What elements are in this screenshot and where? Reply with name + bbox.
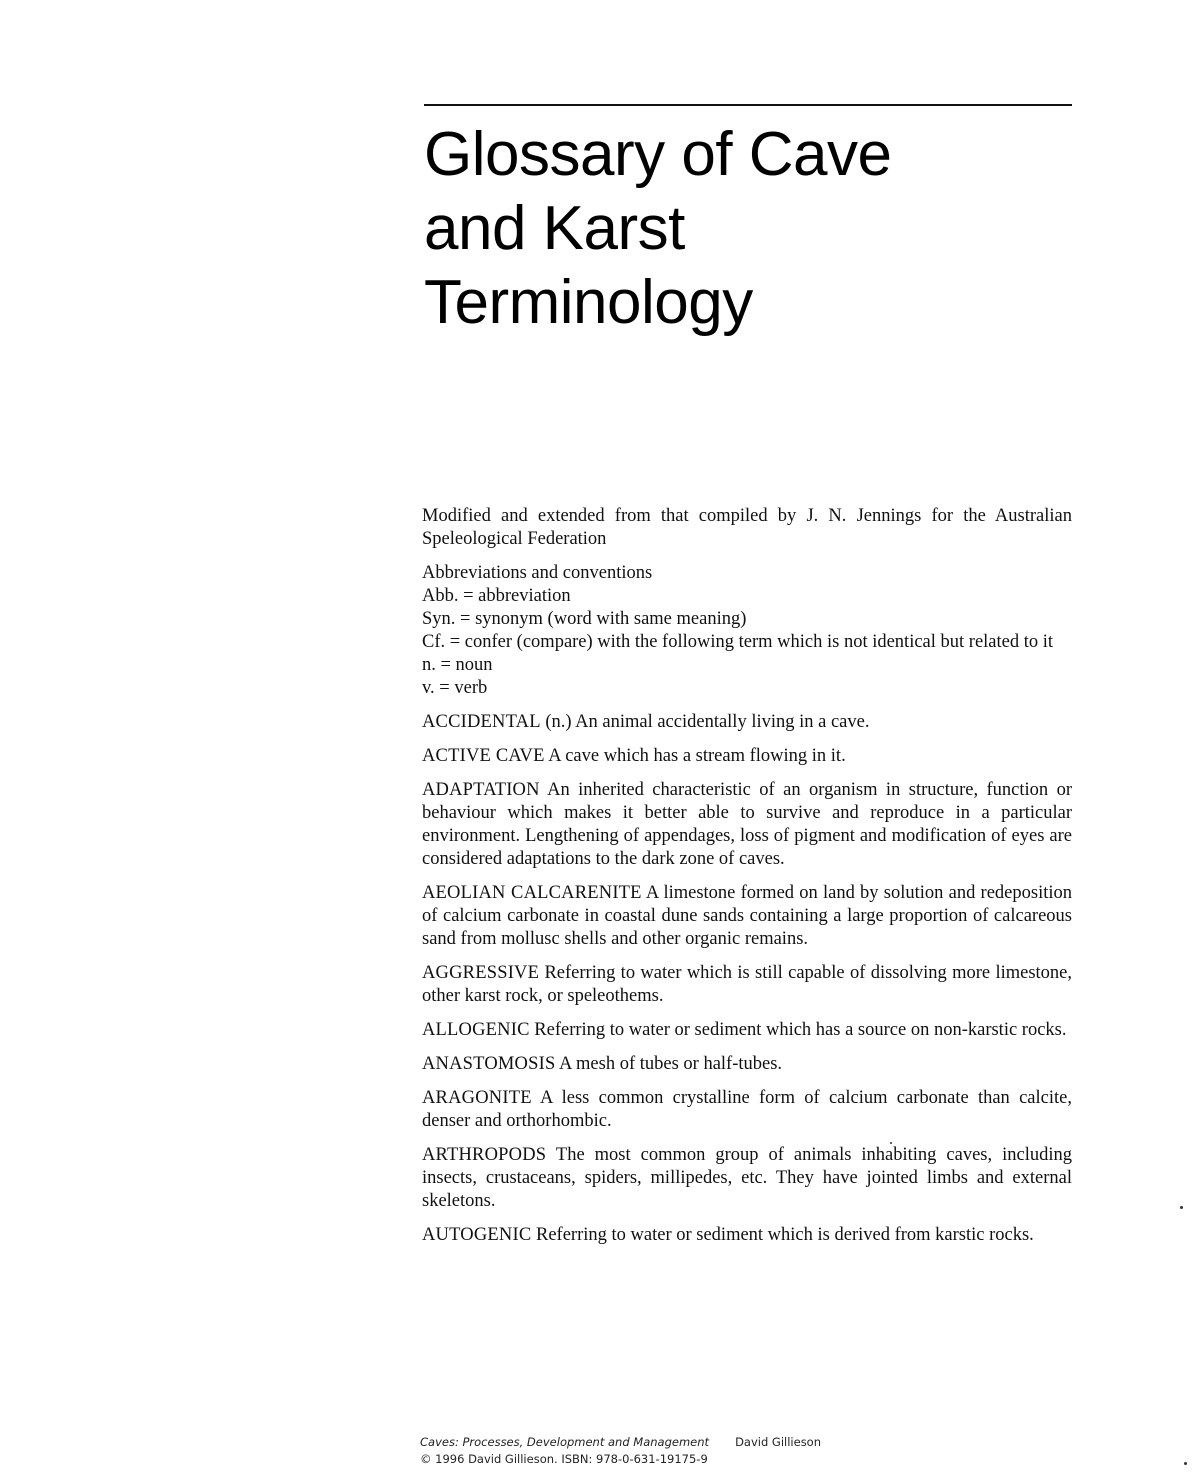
abbreviation-item: Abb. = abbreviation xyxy=(422,586,571,606)
page-title-line-2: and Karst xyxy=(424,194,685,263)
glossary-entry xyxy=(422,779,1072,871)
footer-author: David Gillieson xyxy=(735,1435,822,1449)
abbreviation-item: n. = noun xyxy=(422,655,493,675)
glossary-entry xyxy=(422,1053,1072,1076)
scan-speck xyxy=(1184,1462,1187,1465)
abbreviations-heading: Abbreviations and conventions xyxy=(422,563,653,583)
entry-term: AUTOGENIC xyxy=(422,1225,532,1245)
footer-book-title: Caves: Processes, Development and Management xyxy=(420,1435,710,1449)
entry-definition: A less common crystalline form of calcium carbonate than calcite, denser and orthorhombic. xyxy=(422,1088,1072,1131)
glossary-entry xyxy=(422,745,1072,768)
entry-definition: Referring to water or sediment which is derived from karstic rocks. xyxy=(531,1225,1034,1245)
entry-definition: A limestone formed on land by solution and redeposition of calcium carbonate in coastal dune sands containing a large proportion of calcareous sand from mollusc shells and other organic remains. xyxy=(422,883,1072,949)
entry-definition: A mesh of tubes or half-tubes. xyxy=(555,1054,783,1074)
entry-term: ADAPTATION xyxy=(422,780,540,800)
entry-term: ACTIVE CAVE xyxy=(422,746,545,766)
entry-term: ARAGONITE xyxy=(422,1088,532,1108)
glossary-entry xyxy=(422,711,1072,734)
entry-term: ALLOGENIC xyxy=(422,1020,530,1040)
intro-paragraph: Modified and extended from that compiled by J. N. Jennings for the Australian Speleological Federation xyxy=(422,506,1072,549)
abbreviations-block xyxy=(422,562,1072,700)
page-footer xyxy=(420,1434,821,1468)
page-title-line-3: Terminology xyxy=(424,268,753,337)
abbreviation-item: v. = verb xyxy=(422,678,488,698)
entry-definition: A cave which has a stream flowing in it. xyxy=(544,746,846,766)
entry-definition: Referring to water or sediment which has a source on non-karstic rocks. xyxy=(529,1020,1067,1040)
entry-term: AGGRESSIVE xyxy=(422,963,540,983)
title-rule xyxy=(424,104,1072,106)
entry-definition: The most common group of animals inhabiting caves, including insects, crustaceans, spiders, millipedes, etc. They have jointed limbs and external skeletons. xyxy=(422,1145,1072,1211)
entry-definition: (n.) An animal accidentally living in a cave. xyxy=(540,712,870,732)
abbreviation-item: Syn. = synonym (word with same meaning) xyxy=(422,609,747,629)
glossary-entry xyxy=(422,1087,1072,1133)
page-title xyxy=(424,118,1084,340)
page-title-line-1: Glossary of Cave xyxy=(424,120,892,189)
entry-definition: An inherited characteristic of an organism in structure, function or behaviour which makes it better able to survive and reproduce in a particular environment. Lengthening of appendages, loss of pigment and modification of eyes are considered adaptations to the dark zone of caves. xyxy=(422,780,1072,869)
abbreviation-item: Cf. = confer (compare) with the following term which is not identical but related to it xyxy=(422,632,1054,652)
entry-term: ANASTOMOSIS xyxy=(422,1054,556,1074)
footer-citation-line xyxy=(420,1434,821,1451)
entry-term: ACCIDENTAL xyxy=(422,712,541,732)
entry-term: ARTHROPODS xyxy=(422,1145,547,1165)
glossary-entry xyxy=(422,962,1072,1008)
glossary-entry xyxy=(422,882,1072,951)
entry-term: AEOLIAN CALCARENITE xyxy=(422,883,642,903)
glossary-content xyxy=(422,505,1072,1258)
footer-copyright: © 1996 David Gillieson. ISBN: 978-0-631-19175-9 xyxy=(420,1452,708,1466)
entry-definition: Referring to water which is still capable of dissolving more limestone, other karst rock, or speleothems. xyxy=(422,963,1072,1006)
glossary-entry xyxy=(422,1019,1072,1042)
glossary-entry xyxy=(422,1144,1072,1213)
scan-speck xyxy=(890,1142,892,1144)
scan-speck xyxy=(1180,1206,1183,1209)
glossary-entry xyxy=(422,1224,1072,1247)
